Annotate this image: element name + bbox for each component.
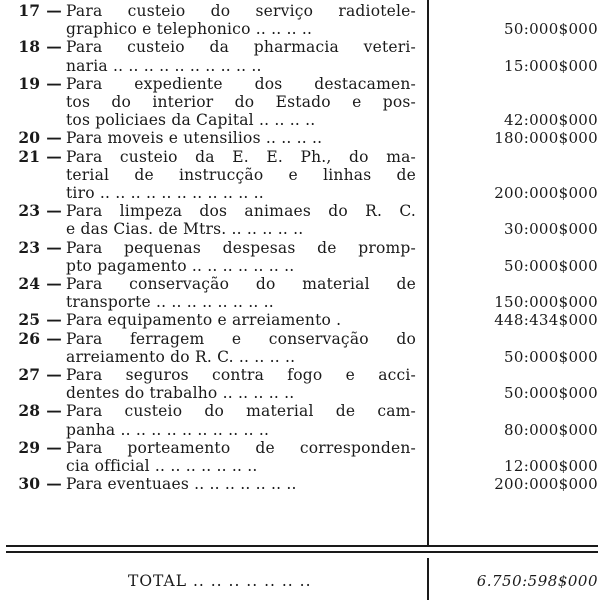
budget-entry xyxy=(0,311,604,329)
entry-dash: — xyxy=(46,474,62,494)
column-divider xyxy=(427,0,429,545)
entry-description-line: tos do interior do Estado e pos- xyxy=(66,92,416,111)
entry-dash: — xyxy=(46,1,62,20)
budget-entry xyxy=(0,330,604,366)
entry-description-line: pto pagamento .. .. .. .. .. .. .. xyxy=(66,256,295,275)
entry-number: 23 xyxy=(18,201,40,221)
entry-dash: — xyxy=(46,328,62,348)
entry-number: 27 xyxy=(18,365,40,384)
entry-description-line: Para pequenas despesas de promp- xyxy=(66,238,416,257)
entry-amount: 42:000$000 xyxy=(504,111,598,130)
budget-entry xyxy=(0,202,604,238)
budget-entry xyxy=(0,439,604,475)
entry-description-line: Para limpeza dos animaes do R. C. xyxy=(66,202,416,221)
entry-amount: 80:000$000 xyxy=(504,420,598,439)
entry-number: 25 xyxy=(18,310,40,330)
entry-number: 24 xyxy=(18,274,40,293)
total-amount: 6.750:598$000 xyxy=(476,572,598,590)
budget-entry xyxy=(0,275,604,311)
entry-description-line: Para expediente dos destacamen- xyxy=(66,74,416,93)
entry-dash: — xyxy=(46,237,62,257)
entry-dash: — xyxy=(46,274,62,293)
entry-description-line: transporte .. .. .. .. .. .. .. .. xyxy=(66,293,274,312)
budget-entry xyxy=(0,239,604,275)
entry-amount: 50:000$000 xyxy=(504,384,598,403)
total-rule-bottom xyxy=(6,551,598,553)
entry-dash: — xyxy=(46,401,62,421)
total-label: TOTAL .. .. .. .. .. .. .. xyxy=(128,572,312,590)
entry-number: 29 xyxy=(18,437,40,457)
budget-entry xyxy=(0,366,604,402)
entry-amount: 50:000$000 xyxy=(504,20,598,39)
entry-dash: — xyxy=(46,37,62,57)
entry-amount: 200:000$000 xyxy=(494,475,598,494)
entry-number: 21 xyxy=(18,146,40,166)
entry-number: 17 xyxy=(18,1,40,20)
entry-description-line: Para custeio do serviço radiotele- xyxy=(66,2,416,20)
entry-description-line: Para custeio do material de cam- xyxy=(66,402,416,421)
entry-amount: 448:434$000 xyxy=(494,311,598,330)
entry-description-line: tos policiaes da Capital .. .. .. .. xyxy=(66,111,316,130)
entry-number: 30 xyxy=(18,474,40,494)
budget-entry xyxy=(0,402,604,438)
entry-number: 18 xyxy=(18,37,40,57)
entry-amount: 15:000$000 xyxy=(504,56,598,75)
entry-description-line: Para conservação do material de xyxy=(66,275,416,293)
entry-dash: — xyxy=(46,201,62,221)
entry-dash: — xyxy=(46,310,62,330)
entry-description-line: Para eventuaes .. .. .. .. .. .. .. xyxy=(66,475,297,494)
entry-dash: — xyxy=(46,365,62,384)
entry-description-line: arreiamento do R. C. .. .. .. .. xyxy=(66,347,296,366)
entry-description-line: Para custeio da pharmacia veteri- xyxy=(66,38,416,57)
entry-description-line: Para moveis e utensilios .. .. .. .. xyxy=(66,129,323,148)
budget-entry xyxy=(0,129,604,147)
total-rule-top xyxy=(6,545,598,547)
budget-entry xyxy=(0,148,604,203)
entry-number: 23 xyxy=(18,237,40,257)
entry-amount: 12:000$000 xyxy=(504,456,598,475)
budget-entry xyxy=(0,2,604,38)
entry-description-line: cia official .. .. .. .. .. .. .. xyxy=(66,456,258,475)
entry-description-line: naria .. .. .. .. .. .. .. .. .. .. xyxy=(66,56,262,75)
entry-description-line: Para seguros contra fogo e acci- xyxy=(66,366,416,384)
entry-amount: 180:000$000 xyxy=(494,129,598,148)
budget-entry xyxy=(0,38,604,74)
entry-number: 26 xyxy=(18,328,40,348)
entry-dash: — xyxy=(46,73,62,93)
entry-description-line: Para equipamento e arreiamento . xyxy=(66,311,342,330)
entry-description-line: terial de instrucção e linhas de xyxy=(66,165,416,184)
entry-description-line: graphico e telephonico .. .. .. .. xyxy=(66,20,313,39)
entry-number: 28 xyxy=(18,401,40,421)
budget-entry xyxy=(0,75,604,130)
entry-amount: 50:000$000 xyxy=(504,256,598,275)
entry-number: 19 xyxy=(18,73,40,93)
entry-description-line: Para custeio da E. E. Ph., do ma- xyxy=(66,147,416,166)
entry-amount: 200:000$000 xyxy=(494,183,598,202)
entry-dash: — xyxy=(46,146,62,166)
entry-description-line: Para porteamento de corresponden- xyxy=(66,438,416,457)
entry-amount: 50:000$000 xyxy=(504,347,598,366)
entry-description-line: e das Cias. de Mtrs. .. .. .. .. .. xyxy=(66,220,304,239)
entry-dash: — xyxy=(46,437,62,457)
entry-amount: 30:000$000 xyxy=(504,220,598,239)
entry-description-line: dentes do trabalho .. .. .. .. .. xyxy=(66,384,295,403)
entry-description-line: panha .. .. .. .. .. .. .. .. .. .. xyxy=(66,420,270,439)
entry-dash: — xyxy=(46,128,62,148)
budget-entry xyxy=(0,475,604,493)
entry-description-line: tiro .. .. .. .. .. .. .. .. .. .. .. xyxy=(66,183,264,202)
entry-number: 20 xyxy=(18,128,40,148)
entry-description-line: Para ferragem e conservação do xyxy=(66,329,416,348)
entry-amount: 150:000$000 xyxy=(494,293,598,312)
